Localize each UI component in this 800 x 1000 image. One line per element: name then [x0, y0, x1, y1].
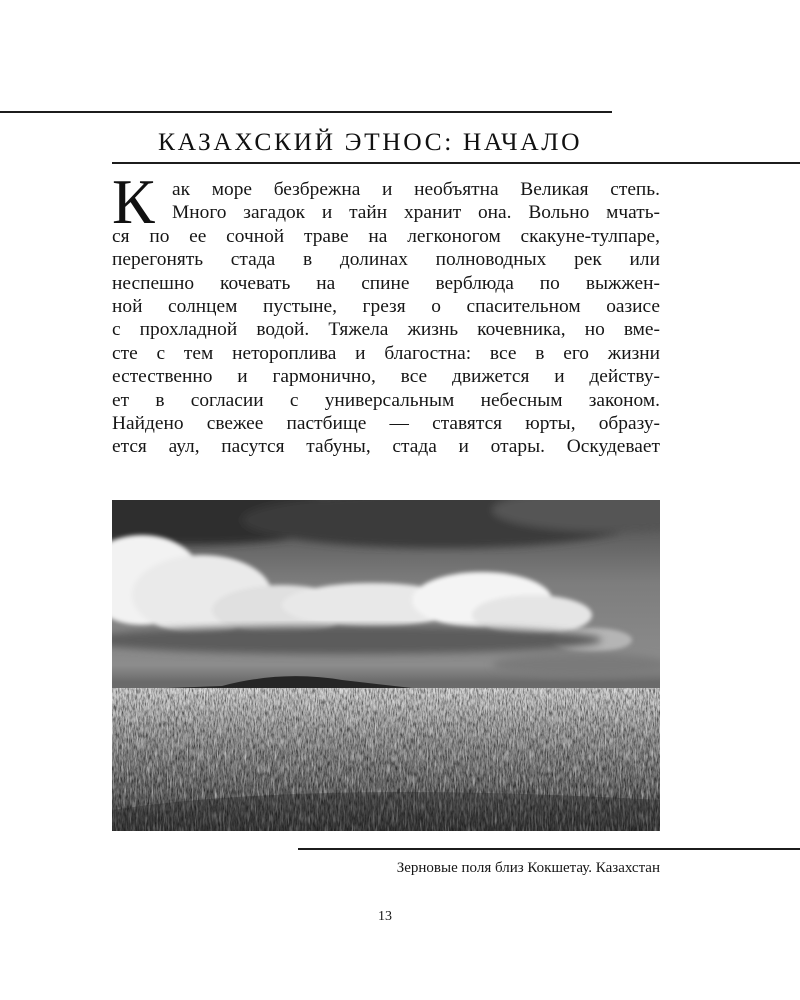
caption-rule: [298, 848, 800, 850]
text-line: ется аул, пасутся табуны, стада и отары. Оскудевает: [112, 436, 660, 458]
text-line: ся по ее сочной траве на легконогом скакуне-тулпаре,: [112, 225, 660, 247]
body-text: [112, 178, 660, 459]
text-line: естественно и гармонично, все движется и действу-: [112, 366, 660, 388]
text-line: Много загадок и тайн хранит она. Вольно мчать-: [172, 202, 660, 224]
title-rule: [112, 162, 800, 164]
photo-caption: Зерновые поля близ Кокшетау. Казахстан: [396, 860, 660, 876]
page-title: КАЗАХСКИЙ ЭТНОС: НАЧАЛО: [158, 127, 583, 156]
text-line: неспешно кочевать на спине верблюда по выжжен-: [112, 272, 660, 294]
text-line: ет в согласии с универсальным небесным законом.: [112, 389, 660, 411]
steppe-field-photo: [112, 500, 660, 831]
text-line: Найдено свежее пастбище — ставятся юрты, образу-: [112, 412, 660, 434]
text-line: сте с тем нетороплива и благостна: все в его жизни: [112, 342, 660, 364]
text-line: ной солнцем пустыне, грезя о спасительном оазисе: [112, 295, 660, 317]
text-line: ак море безбрежна и необъятна Великая степь.: [172, 179, 660, 200]
drop-cap: К: [112, 166, 155, 237]
text-line: перегонять стада в долинах полноводных рек или: [112, 249, 660, 271]
page-number: 13: [378, 909, 392, 924]
text-line: с прохладной водой. Тяжела жизнь кочевника, но вме-: [112, 319, 660, 341]
top-rule: [0, 111, 612, 113]
